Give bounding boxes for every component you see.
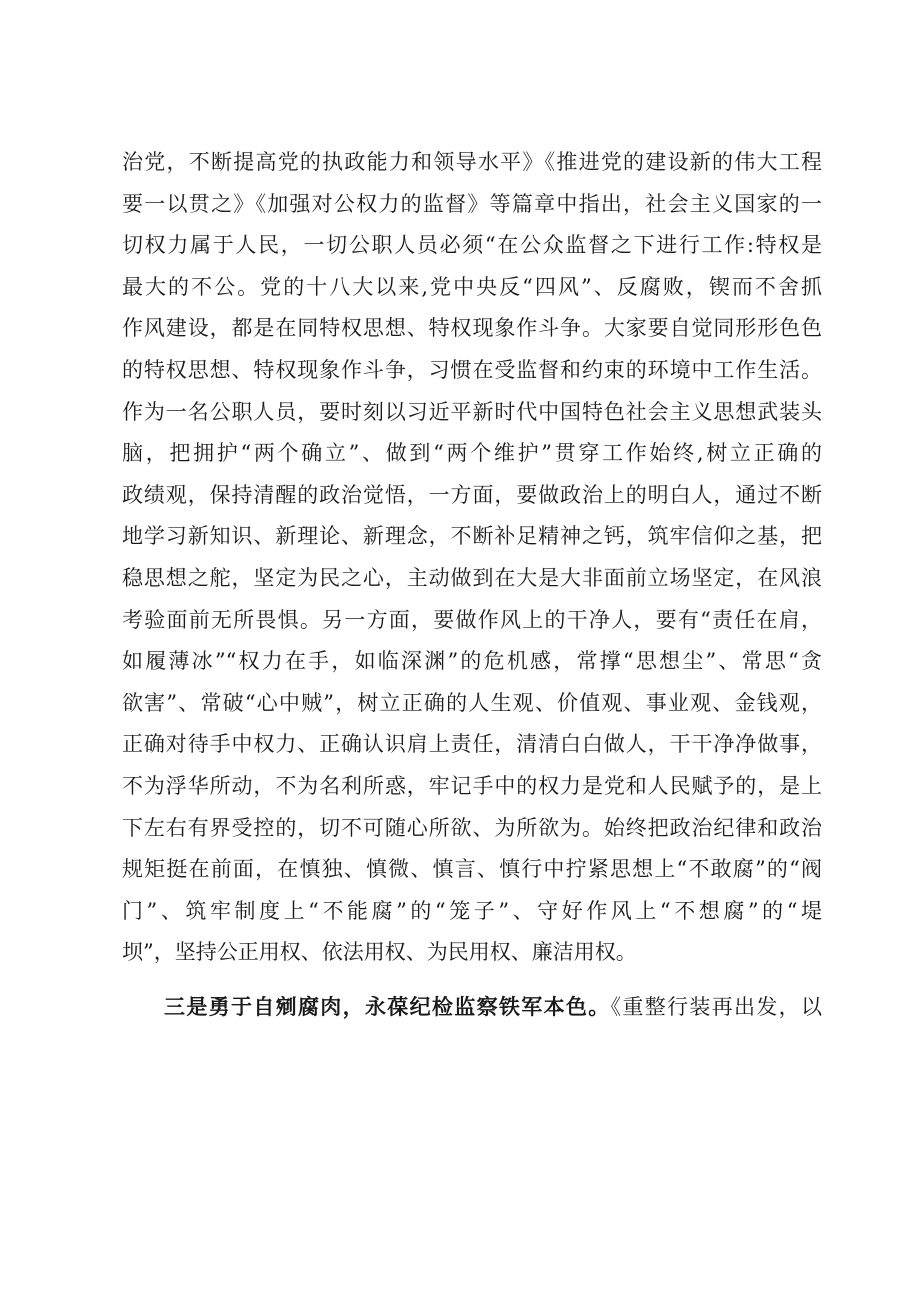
line-text: 规矩挺在前面，在慎独、慎微、慎言、慎行中拧紧思想上“不敢腐”的“阀 — [122, 857, 822, 882]
line-text: 地学习新知识、新理论、新理念，不断补足精神之钙，筑牢信仰之基，把 — [122, 524, 822, 549]
text-line — [122, 641, 822, 683]
line-text: 不为浮华所动，不为名利所惑，牢记手中的权力是党和人民赋予的，是上 — [122, 773, 822, 798]
line-text: 门”、筑牢制度上“不能腐”的“笼子”、守好作风上“不想腐”的“堤 — [122, 898, 822, 923]
text-line — [122, 516, 822, 558]
line-text: 考验面前无所畏惧。另一方面，要做作风上的干净人，要有“责任在肩， — [122, 607, 822, 632]
paragraph-2 — [122, 986, 822, 1028]
text-line — [122, 475, 822, 517]
line-text: 坝”，坚持公正用权、依法用权、为民用权、廉洁用权。 — [122, 940, 637, 965]
text-line — [122, 184, 822, 226]
text-line — [122, 724, 822, 766]
text-line — [122, 808, 822, 850]
line-text: 切权力属于人民，一切公职人员必须“在公众监督之下进行工作:特权是 — [122, 233, 822, 258]
line-text: 作风建设，都是在同特权思想、特权现象作斗争。大家要自觉同形形色色 — [122, 316, 822, 341]
text-line — [122, 142, 822, 184]
text-line — [122, 849, 822, 891]
text-line — [122, 308, 822, 350]
document-body — [122, 142, 822, 1027]
text-line — [122, 392, 822, 434]
paragraph-2-bold-lead: 三是勇于自剜腐肉，永葆纪检监察铁军本色。 — [164, 993, 611, 1019]
line-text: 脑，把拥护“两个确立”、做到“两个维护”贯穿工作始终,树立正确的 — [122, 441, 822, 466]
line-text: 下左右有界受控的，切不可随心所欲、为所欲为。始终把政治纪律和政治 — [122, 815, 822, 840]
text-line — [122, 683, 822, 725]
text-line — [122, 267, 822, 309]
paragraph-1 — [122, 142, 822, 974]
text-line — [122, 558, 822, 600]
text-line — [122, 225, 822, 267]
text-line — [122, 986, 822, 1028]
line-text: 政绩观，保持清醒的政治觉悟，一方面，要做政治上的明白人，通过不断 — [122, 482, 822, 507]
line-text: 作为一名公职人员，要时刻以习近平新时代中国特色社会主义思想武装头 — [122, 399, 822, 424]
text-line — [122, 932, 822, 974]
line-text: 治党，不断提高党的执政能力和领导水平》《推进党的建设新的伟大工程 — [122, 150, 822, 174]
line-text: 如履薄冰”“权力在手，如临深渊”的危机感，常撑“思想尘”、常思“贪 — [122, 649, 822, 674]
line-text: 欲害”、常破“心中贼”，树立正确的人生观、价值观、事业观、金钱观， — [122, 690, 822, 715]
paragraph-2-text — [164, 986, 822, 1028]
line-text: 的特权思想、特权现象作斗争，习惯在受监督和约束的环境中工作生活。 — [122, 357, 822, 382]
paragraph-2-rest: 《重整行装再出发，以 — [610, 994, 823, 1019]
text-line — [122, 766, 822, 808]
line-text: 要一以贯之》《加强对公权力的监督》等篇章中指出，社会主义国家的一 — [122, 191, 822, 216]
text-line — [122, 350, 822, 392]
line-text: 最大的不公。党的十八大以来,党中央反“四风”、反腐败，锲而不舍抓 — [122, 274, 822, 299]
text-line — [122, 433, 822, 475]
text-line — [122, 600, 822, 642]
line-text: 稳思想之舵，坚定为民之心，主动做到在大是大非面前立场坚定，在风浪 — [122, 565, 822, 590]
text-line — [122, 891, 822, 933]
line-text: 正确对待手中权力、正确认识肩上责任，清清白白做人，干干净净做事， — [122, 732, 822, 757]
